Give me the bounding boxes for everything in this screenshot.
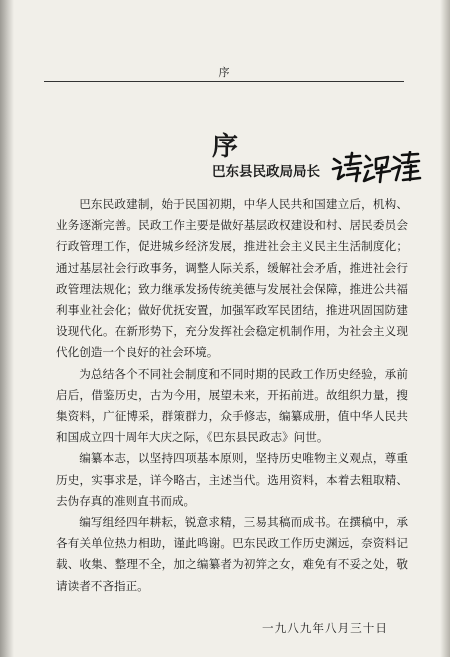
page-edge-shadow	[440, 0, 450, 657]
paragraph: 编写组经四年耕耘，锐意求精，三易其稿而成书。在撰稿中，承各有关单位热力相助，谨此鸣谢。巴东民政工作历史渊远，奈资料记载、收集、整理不全，加之编纂者为初笄之女，难免有不妥之处，敬请读者不吝指正。	[56, 515, 408, 593]
page-binding-shadow	[0, 0, 14, 657]
header-rule	[44, 81, 404, 82]
author-title: 巴东县民政局局长	[212, 164, 320, 180]
handwritten-signature	[330, 151, 422, 185]
running-head: 序	[218, 66, 232, 79]
paragraph: 巴东民政建制，始于民国初期，中华人民共和国建立后，机构、业务逐渐完善。民政工作主要是做好基层政权建设和村、居民委员会行政管理工作，促进城乡经济发展，推进社会主义民主生活制度化；通过基层社会行政事务，调整人际关系，缓解社会矛盾，推进社会行政管理法规化；致力继承发扬传统美德与发展社会保障，推进公共福利事业社会化；做好优抚安置，加强军政军民团结，推进巩固国防建设现代化。在新形势下，充分发挥社会稳定机制作用，为社会主义现代化创造一个良好的社会环境。	[56, 197, 408, 360]
paragraph: 为总结各个不同社会制度和不同时期的民政工作历史经验，承前启后，借鉴历史，古为今用，展望未来，开拓前进。故组织力量，搜集资料，广征博采，群策群力，众手修志，编纂成册，值中华人民共和国成立四十周年大庆之际，《巴东县民政志》问世。	[56, 366, 408, 445]
page-title: 序	[211, 132, 238, 162]
signing-date: 一九八九年八月三十日	[262, 621, 388, 635]
paragraph: 编纂本志，以坚持四项基本原则，坚持历史唯物主义观点，尊重历史，实事求是，详今略古，主述当代。选用资料，本着去粗取精、去伪存真的准则直书而成。	[56, 451, 408, 508]
preface-body	[56, 194, 408, 597]
